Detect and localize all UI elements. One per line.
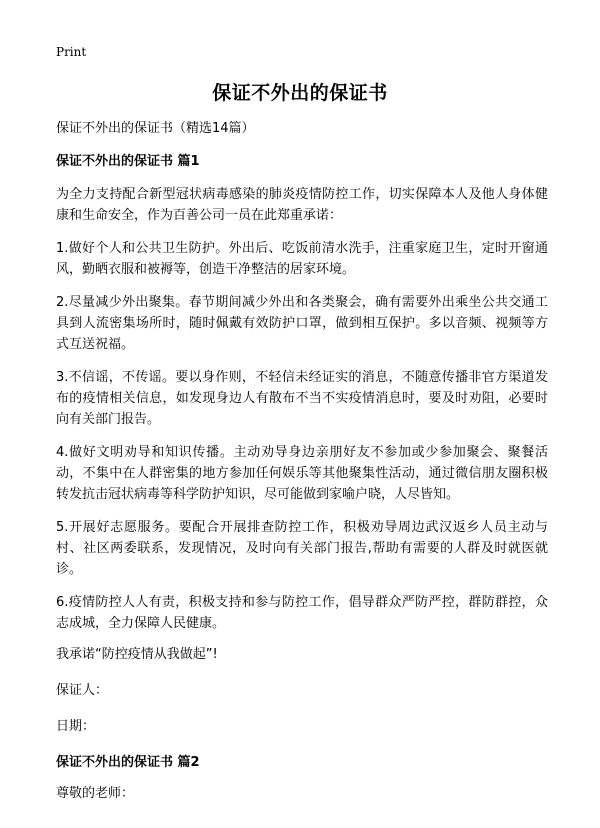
pledge-item-2: 2.尽量减少外出聚集。春节期间减少外出和各类聚会，确有需要外出乘坐公共交通工具到人流密集场所时，随时佩戴有效防护口罩，做到相互保护。多以音频、视频等方式互送祝福。: [56, 295, 548, 352]
pledge-item-5: 5.开展好志愿服务。要配合开展排查防控工作，积极劝导周边武汉返乡人员主动与村、社区两委联系，发现情况，及时向有关部门报告,帮助有需要的人群及时就医就诊。: [56, 520, 548, 577]
pledge-statement: 我承诺“防控疫情从我做起”!: [56, 647, 218, 662]
document-title: 保证不外出的保证书: [212, 82, 388, 104]
section-2-greeting: 尊敬的老师：: [56, 786, 135, 801]
pledge-item-1: 1.做好个人和公共卫生防护。外出后、吃饭前清水洗手，注重家庭卫生，定时开窗通风，勤晒衣服和被褥等，创造干净整洁的居家环境。: [56, 241, 548, 277]
pledge-item-4: 4.做好文明劝导和知识传播。主动劝导身边亲朋好友不参加或少参加聚会、聚餐活动，不集中在人群密集的地方参加任何娱乐等其他聚集性活动，通过微信朋友圈积极转发抗击冠状病毒等科学防护知识，尽可能做到家喻户晓，人尽皆知。: [56, 445, 548, 502]
section-heading-2: 保证不外出的保证书 篇2: [56, 755, 200, 770]
section-heading-1: 保证不外出的保证书 篇1: [56, 154, 200, 169]
document-subtitle: 保证不外出的保证书（精选14篇）: [56, 121, 255, 136]
date-label: 日期：: [56, 719, 96, 734]
pledge-item-3: 3.不信谣，不传谣。要以身作则，不轻信未经证实的消息，不随意传播非官方渠道发布的疫情相关信息，如发现身边人有散布不当不实疫情消息时，要及时劝阻，必要时向有关部门报告。: [56, 370, 548, 427]
print-label: Print: [56, 45, 87, 59]
document-content: [56, 120, 548, 821]
pledge-item-6: 6.疫情防控人人有责，积极支持和参与防控工作，倡导群众严防严控，群防群控，众志成城，全力保障人民健康。: [56, 595, 548, 631]
guarantor-label: 保证人：: [56, 683, 109, 698]
section-1-intro: 为全力支持配合新型冠状病毒感染的肺炎疫情防控工作，切实保障本人及他人身体健康和生命安全，作为百善公司一员在此郑重承诺：: [56, 187, 548, 223]
